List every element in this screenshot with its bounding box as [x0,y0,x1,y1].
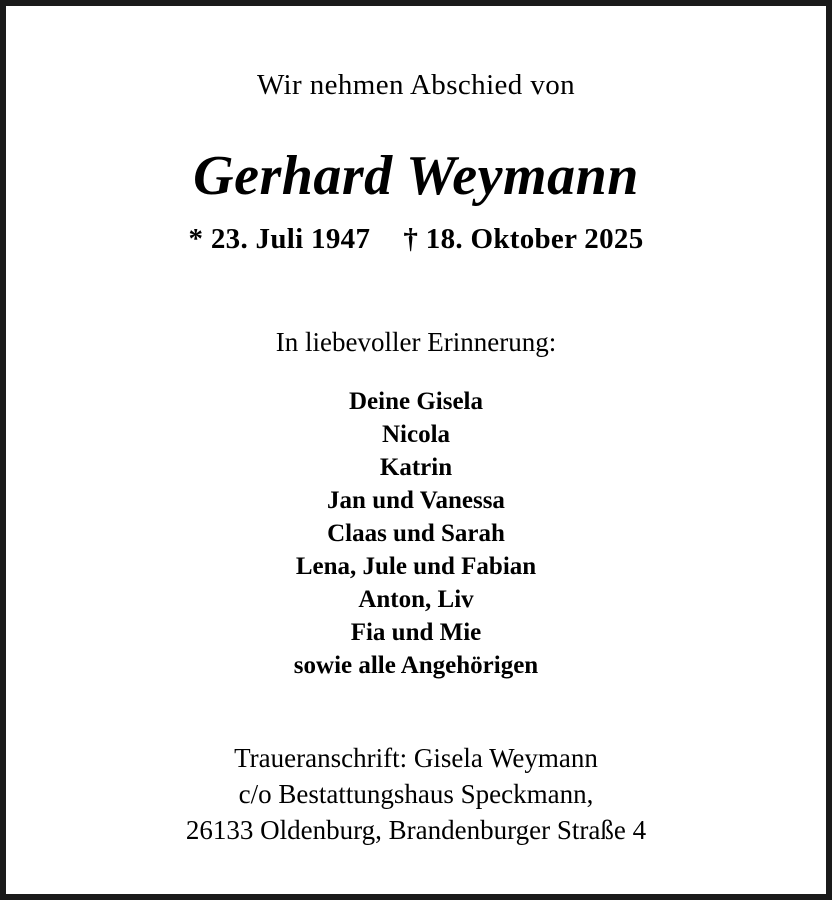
list-item: Nicola [381,420,451,448]
list-item: Jan und Vanessa [327,486,505,514]
mourning-address [46,740,786,849]
family-list [46,385,786,682]
list-item: Claas und Sarah [327,519,505,547]
address-line: 26133 Oldenburg, Brandenburger Straße 4 [185,815,647,846]
list-item: Anton, Liv [358,585,474,613]
deceased-name: Gerhard Weymann [193,144,639,207]
list-item: Katrin [379,453,453,481]
birth-symbol: * [188,222,204,255]
notice-card [6,6,826,894]
notice-content [6,68,826,848]
memory-heading: In liebevoller Erinnerung: [275,327,557,358]
death-symbol: † [403,222,419,255]
list-item: Deine Gisela [348,387,483,415]
list-item: sowie alle Angehörigen [293,651,539,679]
birth-date: 23. Juli 1947 [210,222,371,255]
life-dates [46,222,786,257]
intro-text: Wir nehmen Abschied von [256,69,576,101]
address-line: Traueranschrift: Gisela Weymann [234,742,598,773]
death-date: 18. Oktober 2025 [425,222,644,255]
address-line: c/o Bestattungshaus Speckmann, [238,778,594,809]
list-item: Fia und Mie [350,618,482,646]
list-item: Lena, Jule und Fabian [295,552,537,580]
